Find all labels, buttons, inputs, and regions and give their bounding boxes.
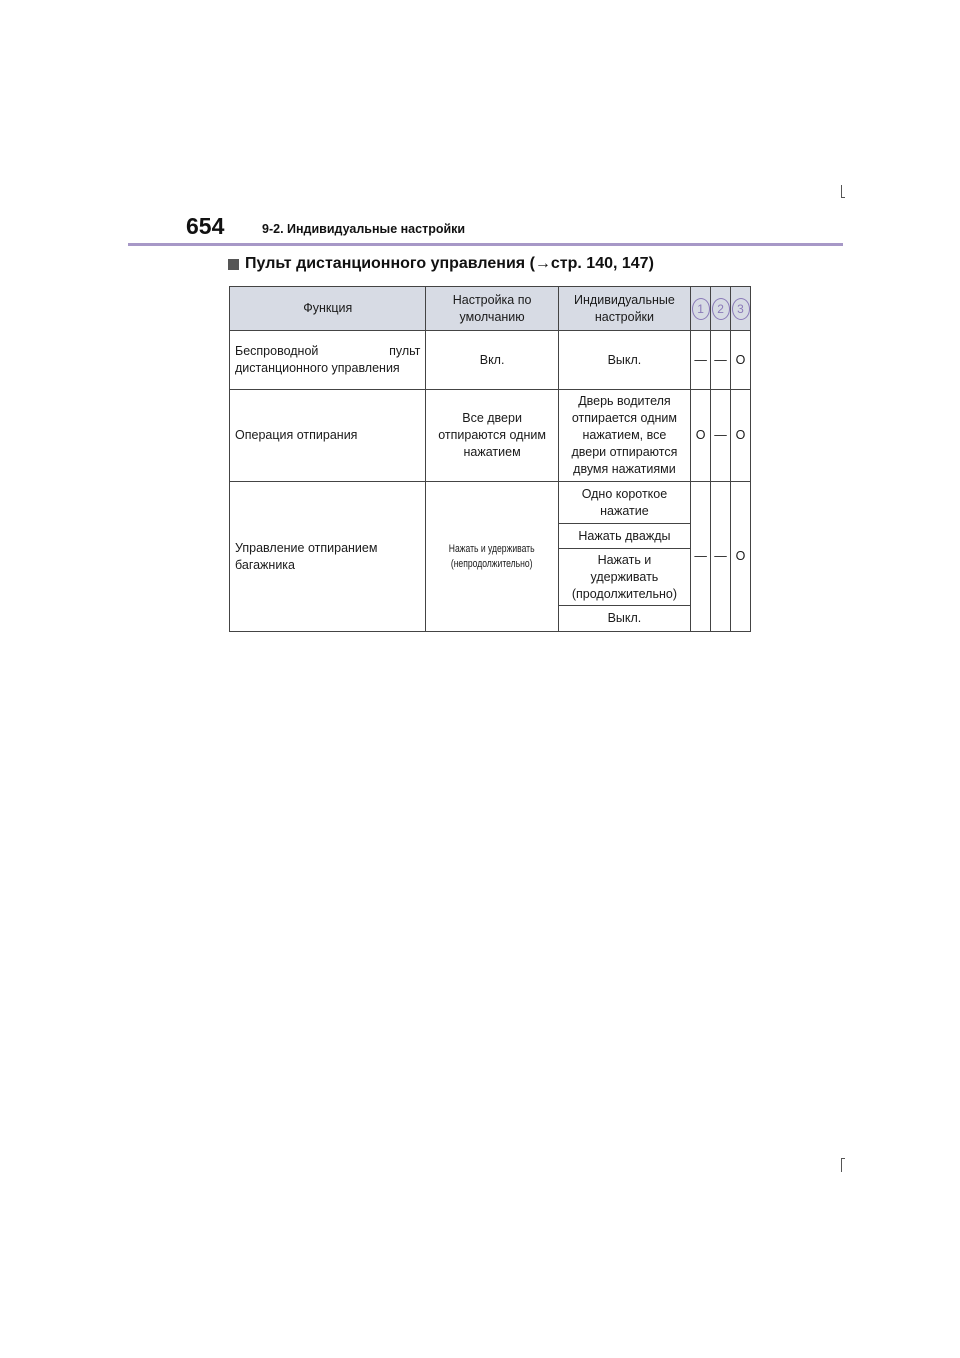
row-default: Вкл. bbox=[426, 331, 558, 390]
row-c1: — bbox=[691, 482, 711, 632]
row-c2: — bbox=[711, 390, 731, 482]
header-function: Функция bbox=[230, 287, 426, 331]
row-c2: — bbox=[711, 331, 731, 390]
row-c3: O bbox=[731, 482, 751, 632]
circled-1-icon: 1 bbox=[692, 298, 710, 320]
option-cell: Одно короткое нажатие bbox=[558, 482, 690, 524]
table-row bbox=[230, 331, 751, 390]
header-circle-3 bbox=[731, 287, 751, 331]
heading-text: Пульт дистанционного управления (→стр. 140, 147) bbox=[245, 255, 654, 272]
circled-3-icon: 3 bbox=[732, 298, 750, 320]
option-cell: Нажать дважды bbox=[558, 524, 690, 549]
row-c3: O bbox=[731, 331, 751, 390]
settings-table bbox=[229, 286, 751, 632]
row-c2: — bbox=[711, 482, 731, 632]
square-bullet-icon bbox=[228, 259, 239, 270]
row-custom: Выкл. bbox=[558, 331, 690, 390]
option-cell: Выкл. bbox=[558, 606, 690, 632]
header-rule bbox=[128, 243, 843, 246]
row-custom: Дверь водителя отпирается одним нажатием, все двери отпираются двумя нажатиями bbox=[558, 390, 690, 482]
crop-mark-bottom-foot bbox=[841, 1158, 845, 1159]
crop-mark-top-foot bbox=[841, 197, 845, 198]
table-row bbox=[230, 482, 751, 524]
option-cell: Нажать и удерживать (продолжительно) bbox=[558, 549, 690, 606]
crop-mark-bottom bbox=[841, 1158, 842, 1172]
section-heading bbox=[228, 255, 654, 273]
row-function: Операция отпирания bbox=[230, 390, 426, 482]
row-default bbox=[426, 482, 558, 632]
page-number: 654 bbox=[186, 213, 225, 239]
header-custom: Индивидуальные настройки bbox=[558, 287, 690, 331]
header-circle-1 bbox=[691, 287, 711, 331]
header-circle-2 bbox=[711, 287, 731, 331]
row-default-text: Нажать и удерживать (непродолжительно) bbox=[449, 542, 535, 570]
header-default: Настройка по умолчанию bbox=[426, 287, 558, 331]
row-default: Все двери отпираются одним нажатием bbox=[426, 390, 558, 482]
circled-2-icon: 2 bbox=[712, 298, 730, 320]
section-title: 9-2. Индивидуальные настройки bbox=[262, 222, 466, 236]
row-c3: O bbox=[731, 390, 751, 482]
row-c1: — bbox=[691, 331, 711, 390]
row-c1: O bbox=[691, 390, 711, 482]
table-row bbox=[230, 390, 751, 482]
row-function: Управление отпиранием багажника bbox=[230, 482, 426, 632]
table-header-row bbox=[230, 287, 751, 331]
row-function: Беспроводной пульт дистанционного управления bbox=[230, 331, 426, 390]
